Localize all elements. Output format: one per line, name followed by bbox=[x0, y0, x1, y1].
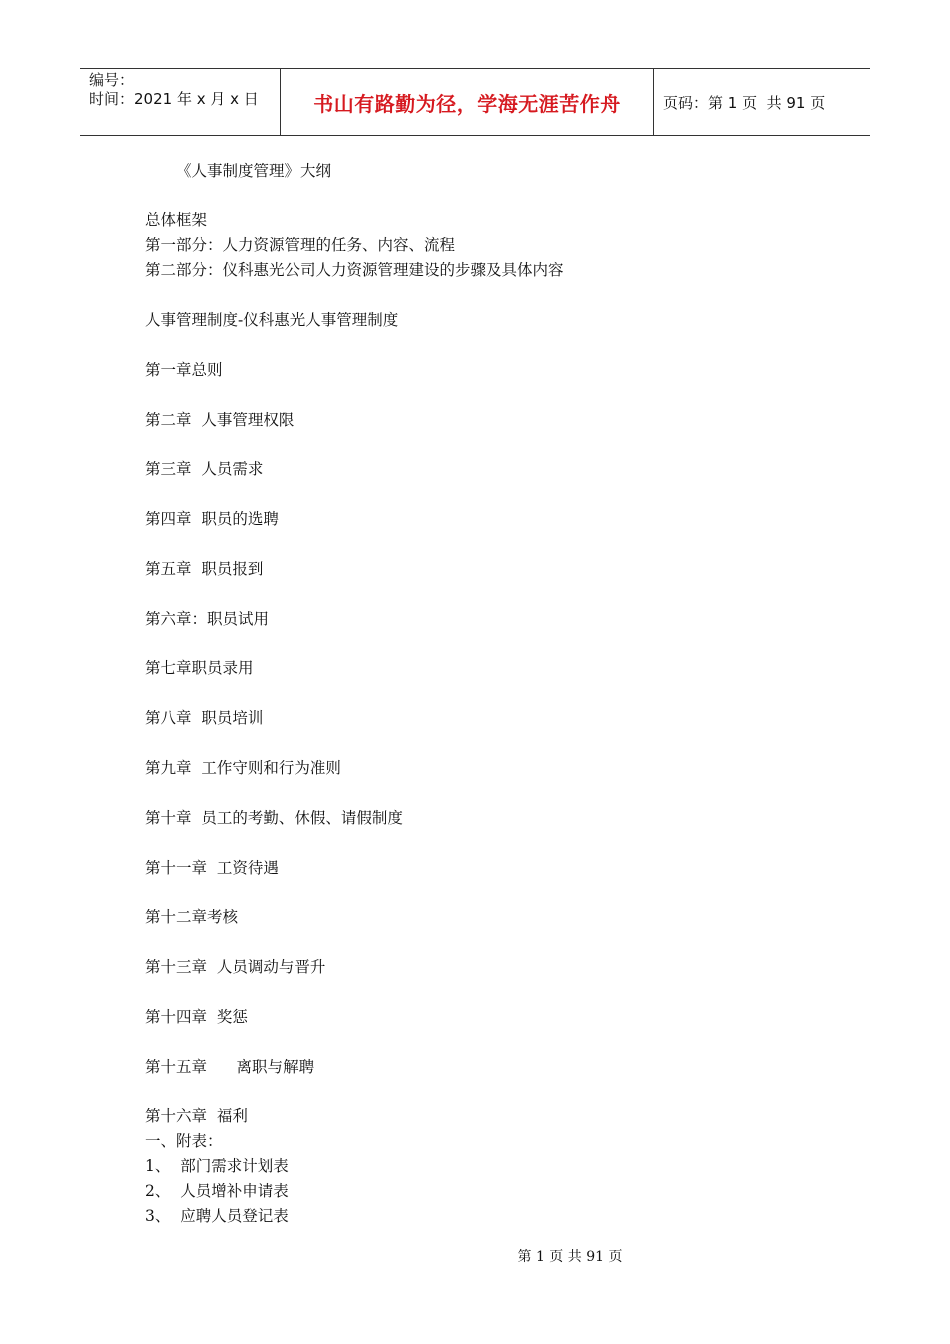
chapter-item: 第十六章 福利 bbox=[145, 1107, 248, 1125]
chapter-item: 第十二章考核 bbox=[145, 908, 239, 926]
chapter-item: 第十四章 奖惩 bbox=[145, 1008, 248, 1026]
appendix-heading: 一、附表： bbox=[145, 1132, 223, 1150]
chapter-item: 第五章 职员报到 bbox=[145, 560, 264, 578]
chapter-item: 第二章 人事管理权限 bbox=[145, 411, 295, 429]
framework-heading: 总体框架 bbox=[145, 211, 208, 229]
framework-part-1: 第一部分：人力资源管理的任务、内容、流程 bbox=[145, 236, 456, 254]
chapter-item: 第十五章 离职与解聘 bbox=[145, 1058, 315, 1076]
document-title: 《人事制度管理》大纲 bbox=[176, 162, 332, 180]
date-label: 时间：2021 年 x 月 x 日 bbox=[89, 90, 259, 108]
system-heading: 人事管理制度-仪科惠光人事管理制度 bbox=[145, 311, 399, 329]
document-header bbox=[80, 68, 870, 136]
chapter-item: 第十三章 人员调动与晋升 bbox=[145, 958, 326, 976]
appendix-item: 2、 人员增补申请表 bbox=[145, 1182, 289, 1200]
chapter-item: 第三章 人员需求 bbox=[145, 460, 264, 478]
chapter-item: 第八章 职员培训 bbox=[145, 709, 264, 727]
appendix-item: 3、 应聘人员登记表 bbox=[145, 1207, 289, 1225]
page-count-label: 页码：第 1 页 共 91 页 bbox=[663, 93, 826, 112]
serial-number-label: 编号： bbox=[89, 71, 135, 89]
chapter-item: 第六章：职员试用 bbox=[145, 610, 270, 628]
header-meta bbox=[80, 69, 281, 135]
chapter-item: 第十章 员工的考勤、休假、请假制度 bbox=[145, 809, 403, 827]
appendix-item: 1、 部门需求计划表 bbox=[145, 1157, 289, 1175]
framework-part-2: 第二部分：仪科惠光公司人力资源管理建设的步骤及具体内容 bbox=[145, 261, 564, 279]
chapter-item: 第七章职员录用 bbox=[145, 659, 254, 677]
chapter-item: 第一章总则 bbox=[145, 361, 223, 379]
chapter-item: 第十一章 工资待遇 bbox=[145, 859, 279, 877]
header-page-info bbox=[654, 69, 870, 135]
page-footer: 第 1 页 共 91 页 bbox=[517, 1249, 623, 1265]
chapter-item: 第九章 工作守则和行为准则 bbox=[145, 759, 341, 777]
chapter-item: 第四章 职员的选聘 bbox=[145, 510, 279, 528]
header-motto: 书山有路勤为径，学海无涯苦作舟 bbox=[281, 69, 654, 135]
